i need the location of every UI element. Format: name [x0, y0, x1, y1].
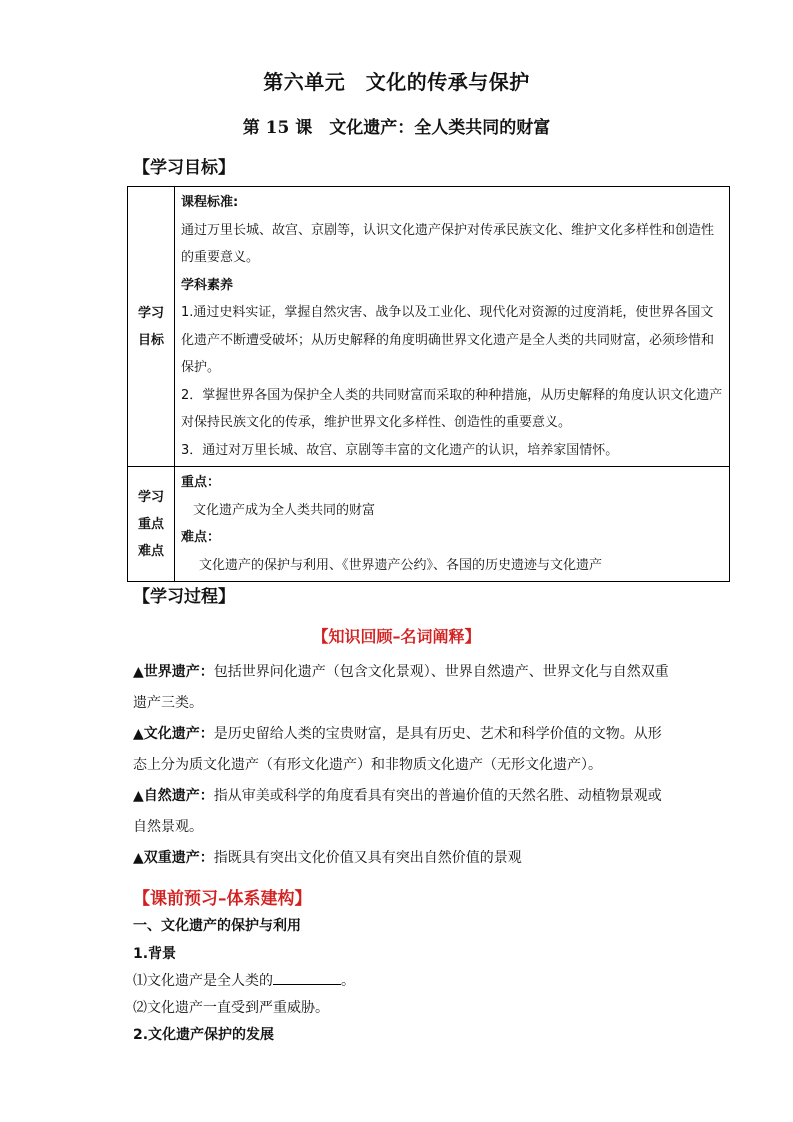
goals-row: [128, 187, 730, 467]
learning-goals-table: [127, 186, 730, 582]
term-name: ▲双重遗产: [133, 850, 200, 866]
preview-heading: 【课前预习–体系建构】: [133, 889, 312, 909]
item1-line1-suffix: 。: [341, 973, 355, 989]
key-points-row-label: [128, 467, 175, 582]
term-definition: 指既具有突出文化价值又具有突出自然价值的景观: [213, 850, 522, 866]
key-label-line: 难点: [137, 543, 164, 559]
item1-title: 1.背景: [133, 946, 177, 962]
term-world-heritage: [133, 657, 673, 719]
term-separator: ：: [199, 664, 214, 680]
item1-line2: ⑵文化遗产一直受到严重威胁。: [133, 1000, 329, 1016]
literacy-item: 2．掌握世界各国为保护全人类的共同财富而采取的种种措施，从历史解释的角度认识文化遗产对保持民族文化的传承，维护世界文化多样性、创造性的重要意义。: [181, 387, 723, 430]
term-name: ▲自然遗产: [133, 788, 200, 804]
curriculum-standard-text: 通过万里长城、故宫、京剧等，认识文化遗产保护对传承民族文化、维护文化多样性和创造性的重要意义。: [181, 222, 715, 265]
term-separator: ：: [199, 726, 214, 742]
term-definition: 包括世界问化遗产（包含文化景观）、世界自然遗产、世界文化与自然双重遗产三类。: [133, 664, 669, 711]
item2-title: 2.文化遗产保护的发展: [133, 1027, 275, 1043]
lesson-title: 第 15 课 文化遗产：全人类共同的财富: [242, 118, 551, 138]
term-name: ▲文化遗产: [133, 726, 200, 742]
key-point-label: 重点：: [181, 475, 221, 490]
curriculum-standard-label: 课程标准:: [181, 195, 239, 210]
difficult-point-label: 难点：: [181, 530, 221, 545]
term-definition: 是历史留给人类的宝贵财富，是具有历史、艺术和科学价值的文物。从形态上分为质文化遗产（有形文化遗产）和非物质文化遗产（无形文化遗产）。: [133, 726, 662, 773]
unit-title: 第六单元 文化的传承与保护: [263, 70, 530, 94]
term-natural-heritage: [133, 781, 673, 843]
term-mixed-heritage: [133, 843, 673, 874]
difficult-point-text: 文化遗产的保护与利用、《世界遗产公约》、各国的历史遗迹与文化遗产: [199, 557, 603, 573]
goals-content: [175, 187, 730, 467]
knowledge-review-heading: 【知识回顾–名词阐释】: [312, 627, 481, 646]
subject-literacy-label: 学科素养: [181, 277, 234, 293]
goals-label-line: 学习: [137, 305, 164, 321]
key-points-content: [175, 467, 730, 582]
learning-process-heading: 【学习过程】: [133, 587, 235, 607]
item1-line1-prefix: ⑴文化遗产是全人类的: [133, 973, 273, 989]
term-separator: ：: [199, 850, 214, 866]
term-cultural-heritage: [133, 719, 673, 781]
item1-line1: [133, 970, 355, 990]
learning-goals-heading: 【学习目标】: [133, 158, 235, 178]
goals-row-label: [128, 187, 175, 467]
fill-in-blank[interactable]: [273, 970, 341, 985]
term-definition: 指从审美或科学的角度看具有突出的普遍价值的天然名胜、动植物景观或自然景观。: [133, 788, 662, 835]
key-points-row: [128, 467, 730, 582]
literacy-item: 3．通过对万里长城、故宫、京剧等丰富的文化遗产的认识，培养家国情怀。: [181, 442, 619, 458]
term-separator: ：: [199, 788, 214, 804]
part1-title: 一、文化遗产的保护与利用: [133, 918, 301, 934]
key-label-line: 重点: [137, 516, 164, 532]
key-label-line: 学习: [137, 489, 164, 505]
literacy-item: 1.通过史料实证，掌握自然灾害、战争以及工业化、现代化对资源的过度消耗，使世界各国文化遗产不断遭受破坏；从历史解释的角度明确世界文化遗产是全人类的共同财富，必须珍惜和保护。: [181, 305, 715, 375]
goals-label-line: 目标: [137, 332, 164, 348]
key-point-text: 文化遗产成为全人类共同的财富: [193, 502, 376, 518]
term-name: ▲世界遗产: [133, 664, 200, 680]
